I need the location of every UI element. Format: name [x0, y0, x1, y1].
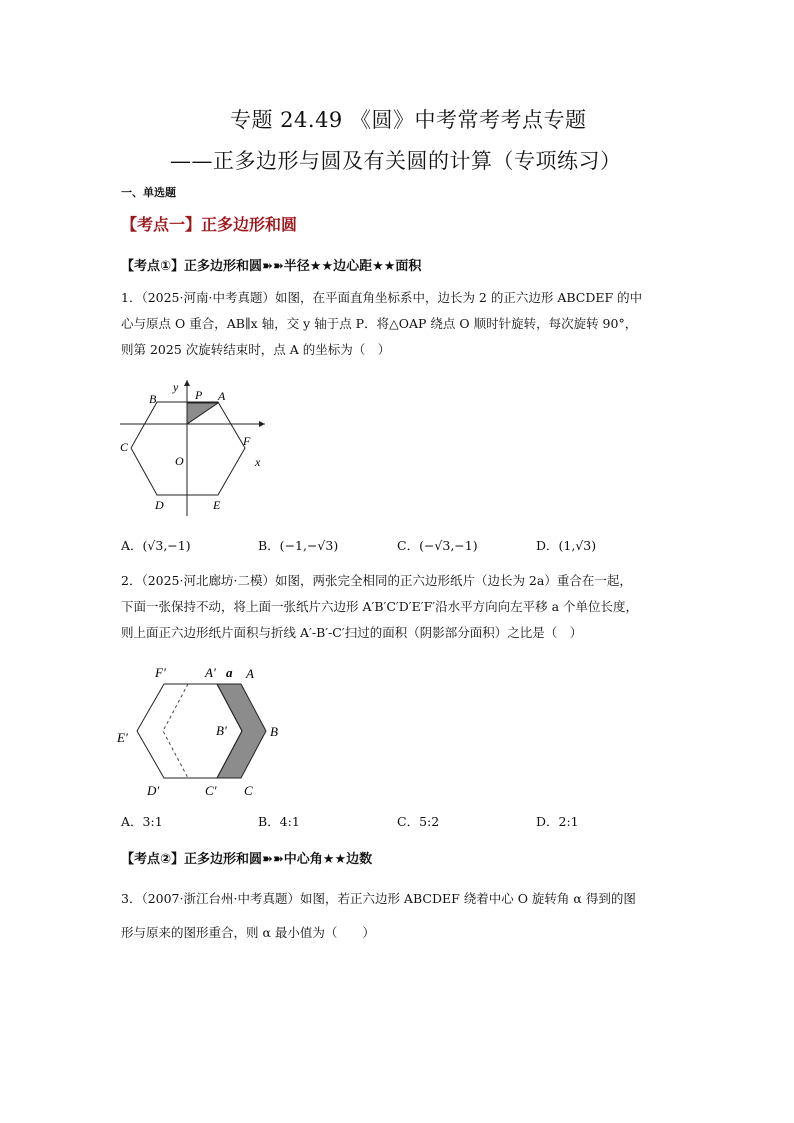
q1-option-b[interactable]: B．(−1,−√3) [258, 538, 339, 553]
label-f-prime: F′ [155, 665, 166, 680]
subtopic-2-heading: 【考点②】正多边形和圆➽➽中心角★★边数 [121, 852, 373, 867]
question-2-line-3: 则上面正六边形纸片面积与折线 A′-B′-C′扫过的面积（阴影部分面积）之比是（ ） [121, 625, 583, 640]
question-2-figure [115, 660, 290, 802]
q2-option-a[interactable]: A．3:1 [121, 814, 163, 829]
question-1-figure [115, 378, 280, 520]
q1-option-d[interactable]: D．(1,√3) [536, 538, 597, 553]
q1-option-c[interactable]: C．(−√3,−1) [397, 538, 478, 553]
question-1 [121, 285, 642, 363]
question-3-line-1: 3．（2007·浙江台州·中考真题）如图，若正六边形 ABCDEF 绕着中心 O 旋转角 α 得到的图 [121, 891, 636, 906]
label-a-shift: a [226, 665, 233, 680]
q2-option-d[interactable]: D．2:1 [536, 814, 579, 829]
label-b: B [149, 392, 157, 406]
y-axis-arrow [184, 380, 190, 386]
label-b: B [270, 724, 278, 739]
question-2 [121, 568, 638, 646]
label-c-prime: C′ [205, 783, 217, 798]
q2-option-c[interactable]: C．5:2 [397, 814, 440, 829]
label-d-prime: D′ [147, 783, 160, 798]
question-1-line-1: 1．（2025·河南·中考真题）如图，在平面直角坐标系中，边长为 2 的正六边形 ABCDEF 的中 [121, 290, 643, 305]
label-b-prime: B′ [216, 723, 227, 738]
title-line-1: 专题 24.49 《圆》中考常考考点专题 [230, 108, 587, 132]
label-y: y [173, 380, 179, 394]
question-2-line-1: 2．（2025·河北廊坊·二模）如图，两张完全相同的正六边形纸片（边长为 2a）重合在一起， [121, 573, 632, 588]
question-3 [121, 882, 636, 950]
label-f: F [243, 434, 251, 448]
question-3-line-2: 形与原来的图形重合，则 α 最小值为（ ） [121, 925, 375, 940]
dashed-edge [163, 684, 188, 778]
question-1-line-2: 心与原点 O 重合，AB∥x 轴，交 y 轴于点 P．将△OAP 绕点 O 顺时针旋转，每次旋转 90°， [121, 316, 638, 331]
label-c: C [244, 783, 253, 798]
label-a: A [246, 666, 254, 681]
label-a: A [218, 389, 226, 403]
q1-option-a[interactable]: A．(√3,−1) [121, 538, 191, 553]
question-2-line-2: 下面一张保持不动，将上面一张纸片六边形 A′B′C′D′E′F′沿水平方向向左平移 a 个单位长度， [121, 599, 638, 614]
label-p: P [195, 388, 203, 402]
label-c: C [120, 440, 129, 454]
x-axis-arrow [259, 421, 265, 427]
subtopic-1-heading: 【考点①】正多边形和圆➽➽半径★★边心距★★面积 [121, 259, 422, 274]
label-o: O [175, 454, 184, 468]
label-x: x [255, 455, 261, 469]
label-a-prime: A′ [205, 665, 216, 680]
section-heading: 一、单选题 [121, 186, 176, 199]
label-e-prime: E′ [117, 730, 128, 745]
q2-option-b[interactable]: B．4:1 [258, 814, 300, 829]
kaodian-one-heading: 【考点一】正多边形和圆 [121, 215, 298, 234]
question-1-line-3: 则第 2025 次旋转结束时，点 A 的坐标为（ ） [121, 342, 391, 357]
label-d: D [155, 498, 164, 512]
label-e: E [213, 498, 221, 512]
title-line-2: ——正多边形与圆及有关圆的计算（专项练习） [170, 149, 622, 173]
